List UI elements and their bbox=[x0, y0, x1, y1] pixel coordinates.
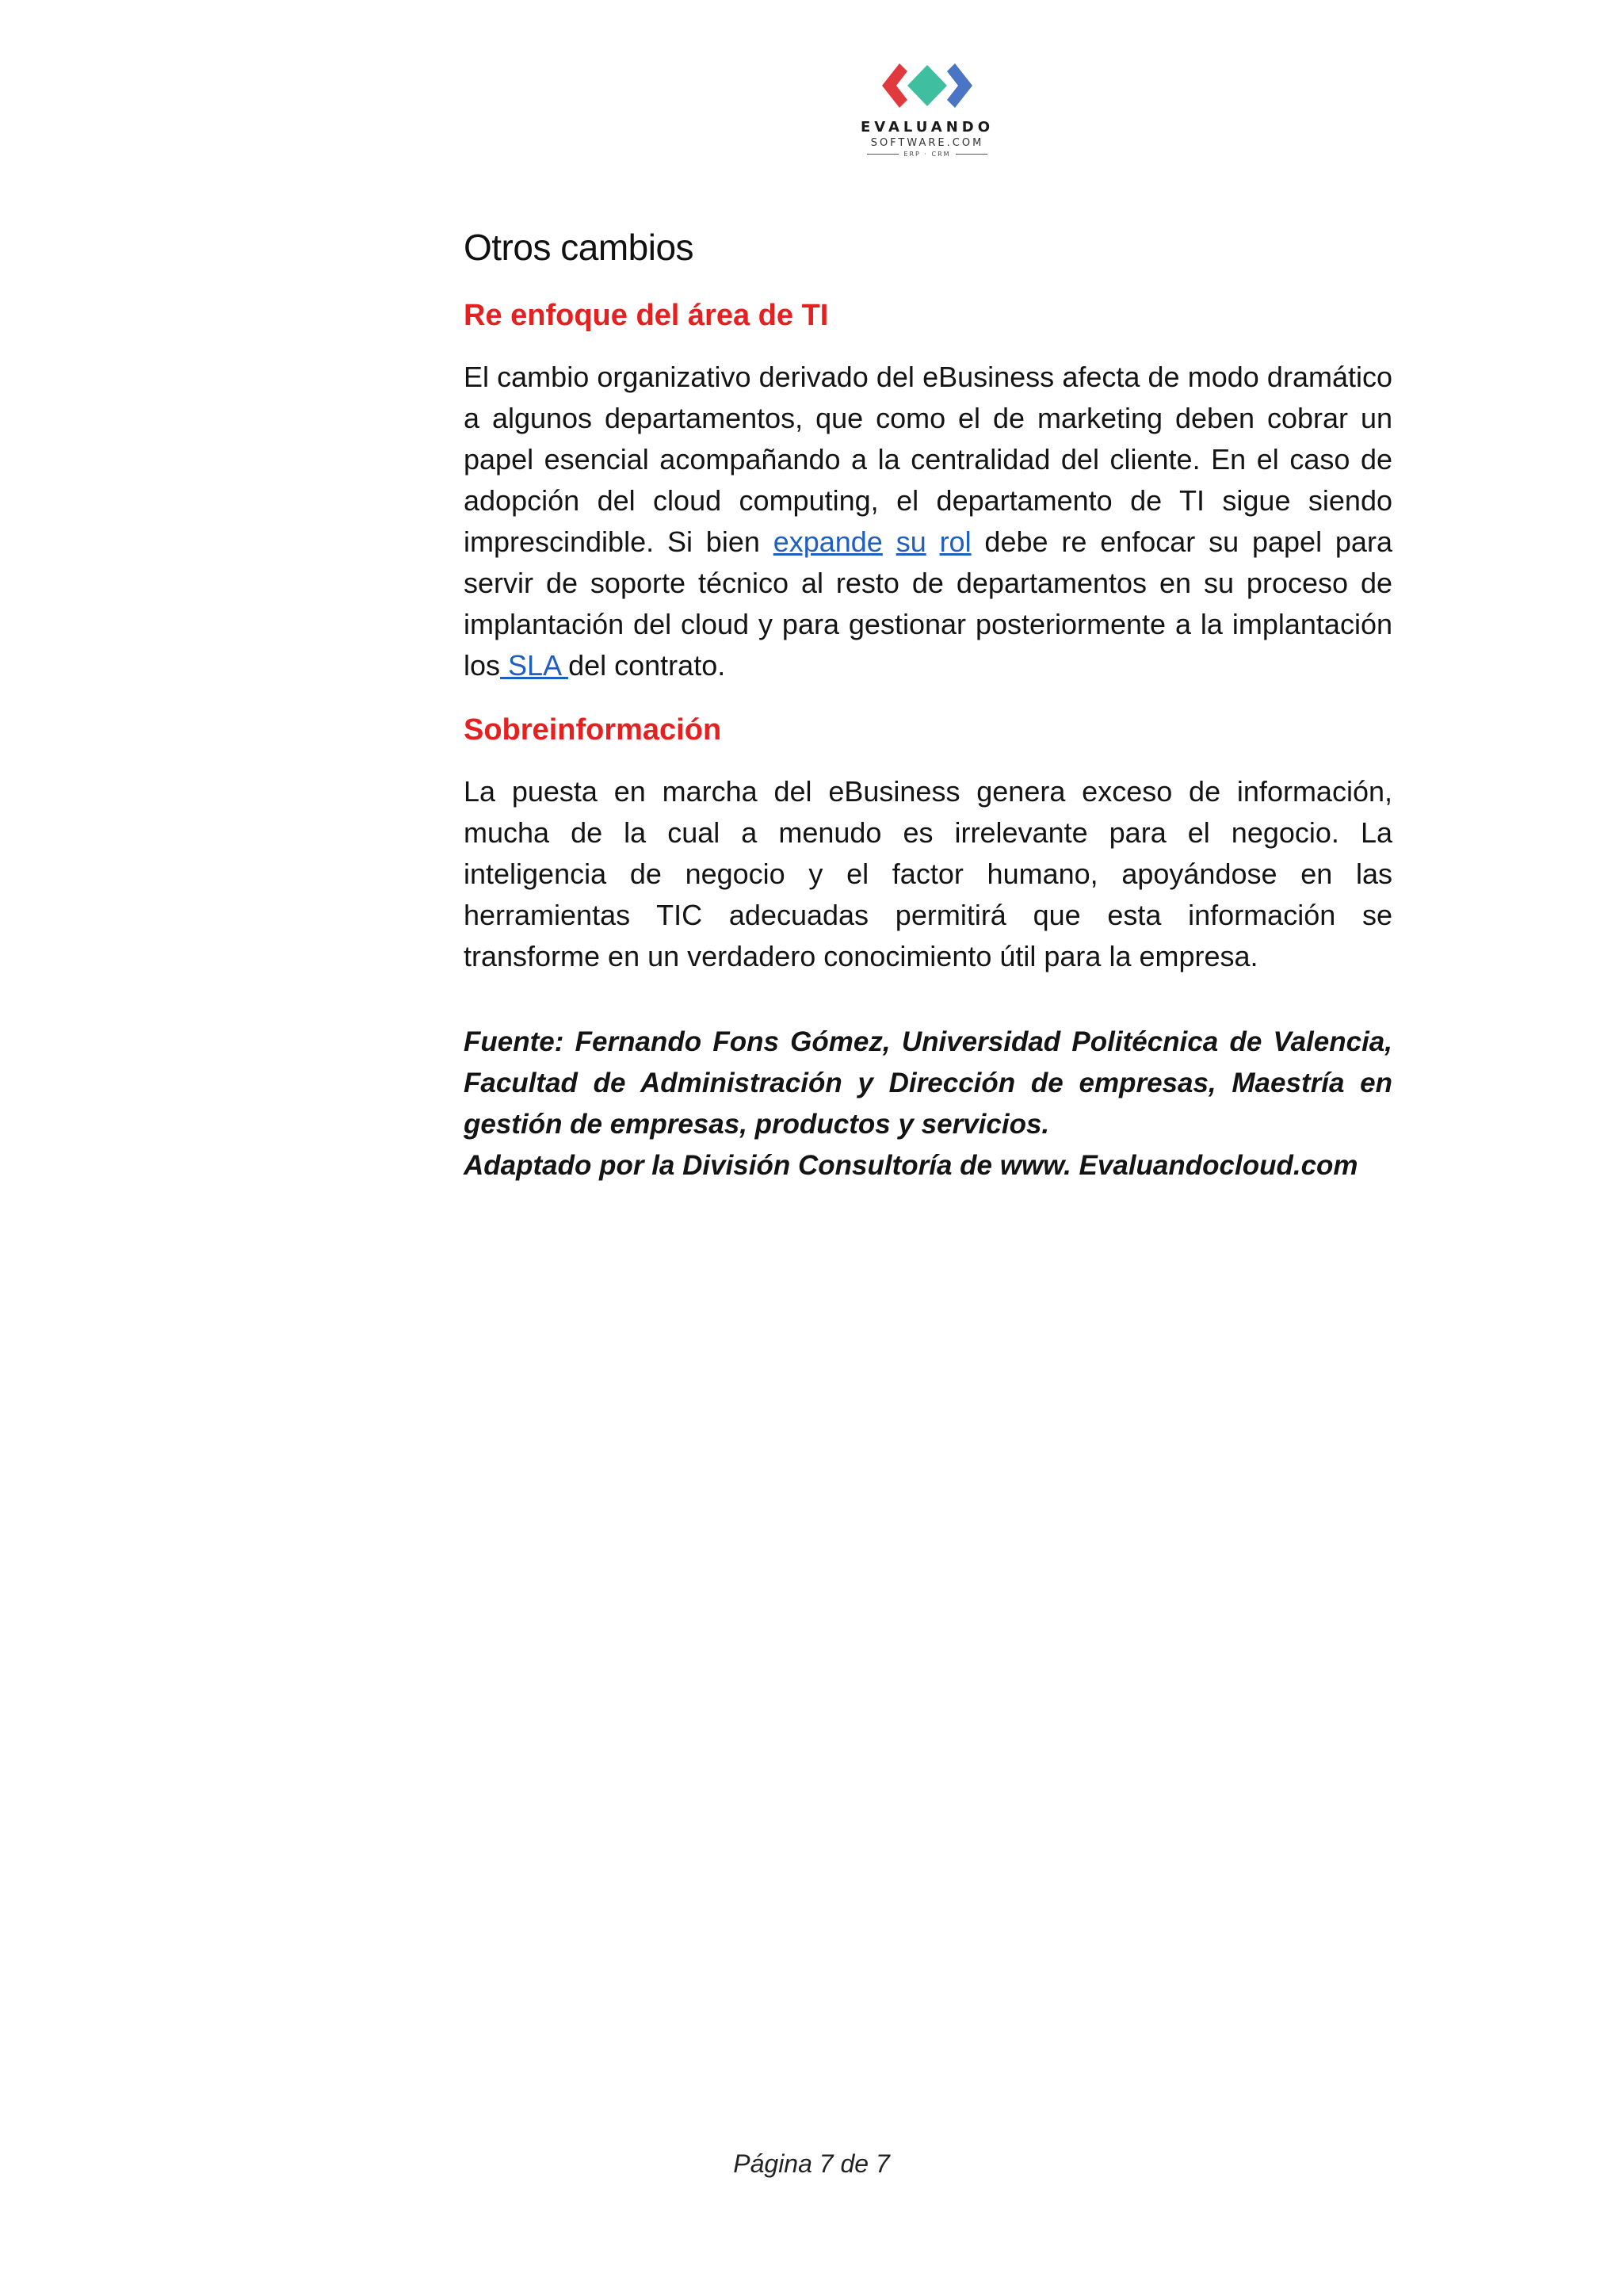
source-line-1: Fuente: Fernando Fons Gómez, Universidad Politécnica de Valencia, Facultad de Administración y Dirección de empresas, Maestría en gestión de empresas, productos y servicios. bbox=[464, 1026, 1392, 1140]
logo-tagline bbox=[860, 151, 995, 158]
source-citation bbox=[464, 1022, 1392, 1186]
section-title-sobreinformacion: Sobreinformación bbox=[464, 713, 722, 747]
source-line-2: Adaptado por la División Consultoría de www. Evaluandocloud.com bbox=[464, 1150, 1358, 1181]
logo-tag-text: ERP · CRM bbox=[903, 151, 951, 158]
link-rol[interactable]: rol bbox=[939, 525, 972, 558]
section-sobreinformacion-paragraph: La puesta en marcha del eBusiness genera exceso de información, mucha de la cual a menudo es irrelevante para el negocio. La inteligencia de negocio y el factor humano, apoyándose en las herramientas TIC adecuadas permitirá que esta información se transforme en un verdadero conocimiento útil para la empresa. bbox=[464, 775, 1392, 972]
link-expande[interactable]: expande bbox=[773, 525, 883, 558]
paragraph-text: debe re enfocar su papel para servir de soporte técnico al resto de departamentos en su proceso de implantación del cloud y para gestionar posteriormente a la implantación los bbox=[464, 525, 1392, 682]
section-title-ti: Re enfoque del área de TI bbox=[464, 299, 829, 332]
logo-subtitle: SOFTWARE.COM bbox=[870, 137, 984, 149]
paragraph-text: del contrato. bbox=[568, 649, 726, 682]
logo-icon bbox=[876, 57, 979, 114]
evaluando-software-logo bbox=[860, 57, 995, 176]
link-sla[interactable]: SLA bbox=[500, 649, 569, 682]
logo-rule-right bbox=[956, 154, 987, 155]
page-number: Página 7 de 7 bbox=[733, 2149, 890, 2178]
logo-rule-left bbox=[867, 154, 899, 155]
paragraph-text: El cambio organizativo derivado del eBusiness afecta de modo dramático a algunos departamentos, que como el de marketing deben cobrar un papel esencial acompañando a la centralidad del cliente. En el caso de adopción del cloud computing, el departamento de TI sigue siendo imprescindible. Si bien bbox=[464, 361, 1392, 558]
page-title: Otros cambios bbox=[464, 227, 694, 268]
section-ti-paragraph bbox=[464, 357, 1392, 686]
logo-wordmark: EVALUANDO bbox=[860, 119, 995, 136]
link-su[interactable]: su bbox=[896, 525, 926, 558]
page-content bbox=[464, 226, 1392, 1186]
